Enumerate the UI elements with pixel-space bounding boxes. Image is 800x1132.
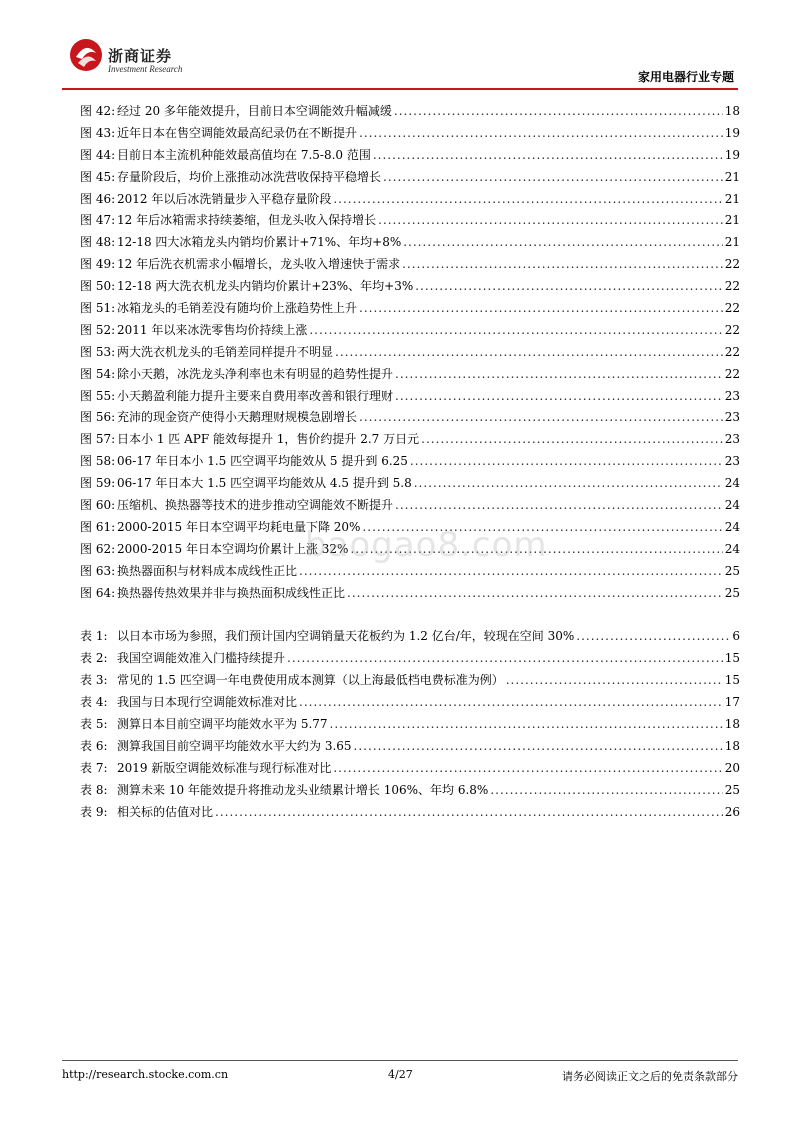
footer-divider: [62, 1060, 738, 1061]
toc-entry-label: 表 2:: [80, 651, 108, 666]
toc-entry-page: 22: [724, 322, 740, 337]
toc-entry-label: 表 3:: [80, 673, 108, 688]
toc-entry-title: 充沛的现金资产使得小天鹅理财规模急剧增长: [117, 410, 358, 425]
toc-entry-label: 图 62:: [80, 541, 116, 556]
toc-table-entry[interactable]: [80, 649, 740, 671]
toc-entry-leader: [576, 629, 730, 643]
brand-name-en: Investment Research: [108, 64, 183, 74]
toc-list: [80, 102, 740, 824]
toc-entry-page: 22: [724, 344, 740, 359]
footer-url[interactable]: http://research.stocke.com.cn: [62, 1068, 229, 1081]
toc-entry-page: 18: [724, 738, 740, 753]
toc-entry-title: 常见的 1.5 匹空调一年电费使用成本测算（以上海最低档电费标准为例）: [117, 673, 504, 688]
toc-figure-entry[interactable]: [80, 387, 740, 409]
toc-entry-label: 表 1:: [80, 629, 108, 644]
toc-figure-entry[interactable]: [80, 102, 740, 124]
toc-figure-entry[interactable]: [80, 321, 740, 343]
toc-figure-entry[interactable]: [80, 146, 740, 168]
toc-entry-leader: [506, 673, 723, 687]
toc-entry-title: 06-17 年日本小 1.5 匹空调平均能效从 5 提升到 6.25: [117, 454, 408, 469]
toc-entry-page: 22: [724, 279, 740, 294]
toc-entry-leader: [395, 367, 723, 381]
toc-entry-title: 以日本市场为参照，我们预计国内空调销量天花板约为 1.2 亿台/年，较现在空间 30%: [117, 629, 575, 644]
toc-entry-leader: [359, 126, 723, 140]
toc-entry-label: 表 9:: [80, 804, 108, 819]
toc-entry-page: 24: [724, 498, 740, 513]
toc-entry-leader: [359, 410, 723, 424]
toc-figure-entry[interactable]: [80, 430, 740, 452]
toc-entry-page: 23: [724, 432, 740, 447]
toc-entry-title: 两大洗衣机龙头的毛销差同样提升不明显: [117, 344, 334, 359]
toc-entry-page: 21: [724, 169, 740, 184]
toc-entry-leader: [414, 476, 723, 490]
toc-table-entry[interactable]: [80, 671, 740, 693]
toc-entry-page: 23: [724, 454, 740, 469]
toc-entry-title: 2000-2015 年日本空调均价累计上涨 32%: [117, 541, 349, 556]
toc-entry-label: 图 47:: [80, 213, 116, 228]
toc-entry-leader: [421, 432, 723, 446]
toc-figure-entry[interactable]: [80, 211, 740, 233]
toc-entry-label: 图 58:: [80, 454, 116, 469]
toc-entry-label: 表 4:: [80, 695, 108, 710]
toc-entry-label: 表 5:: [80, 716, 108, 731]
toc-entry-leader: [395, 389, 723, 403]
toc-entry-page: 22: [724, 301, 740, 316]
toc-entry-title: 12 年后洗衣机需求小幅增长，龙头收入增速快于需求: [117, 257, 401, 272]
toc-entry-page: 25: [724, 585, 740, 600]
toc-entry-label: 图 63:: [80, 563, 116, 578]
toc-entry-title: 换热器传热效果并非与换热面积成线性正比: [117, 585, 346, 600]
toc-entry-title: 2000-2015 年日本空调平均耗电量下降 20%: [117, 519, 361, 534]
toc-entry-label: 表 6:: [80, 738, 108, 753]
toc-entry-page: 6: [732, 629, 740, 644]
toc-entry-label: 图 57:: [80, 432, 116, 447]
toc-entry-leader: [490, 783, 722, 797]
toc-table-entry[interactable]: [80, 759, 740, 781]
toc-entry-title: 目前日本主流机种能效最高值均在 7.5-8.0 范围: [117, 147, 371, 162]
toc-entry-page: 19: [724, 147, 740, 162]
toc-figure-entry[interactable]: [80, 255, 740, 277]
logo-emblem-icon: [68, 33, 104, 77]
toc-entry-title: 存量阶段后，均价上涨推动冰洗营收保持平稳增长: [117, 169, 382, 184]
toc-table-entry[interactable]: [80, 693, 740, 715]
toc-entry-leader: [395, 498, 723, 512]
toc-table-entry[interactable]: [80, 627, 740, 649]
toc-entry-leader: [373, 148, 723, 162]
toc-entry-page: 15: [724, 673, 740, 688]
toc-entry-leader: [402, 257, 723, 271]
toc-figure-entry[interactable]: [80, 124, 740, 146]
toc-figure-entry[interactable]: [80, 474, 740, 496]
toc-entry-page: 21: [724, 235, 740, 250]
toc-entry-title: 12-18 四大冰箱龙头内销均价累计+71%、年均+8%: [117, 235, 402, 250]
toc-entry-title: 相关标的估值对比: [117, 804, 214, 819]
toc-entry-title: 2019 新版空调能效标准与现行标准对比: [117, 760, 332, 775]
toc-entry-leader: [299, 564, 723, 578]
toc-entry-page: 25: [724, 563, 740, 578]
toc-figure-entry[interactable]: [80, 496, 740, 518]
toc-entry-title: 测算我国目前空调平均能效水平大约为 3.65: [117, 738, 352, 753]
toc-figure-entry[interactable]: [80, 299, 740, 321]
toc-entry-leader: [335, 345, 723, 359]
toc-entry-title: 小天鹅盈利能力提升主要来自费用率改善和银行理财: [117, 388, 394, 403]
toc-entry-title: 冰箱龙头的毛销差没有随均价上涨趋势性上升: [117, 301, 358, 316]
toc-table-entry[interactable]: [80, 737, 740, 759]
toc-entry-title: 我国与日本现行空调能效标准对比: [117, 695, 298, 710]
toc-entry-label: 表 8:: [80, 782, 108, 797]
toc-entry-leader: [309, 323, 722, 337]
brand-name-cn: 浙商证券: [108, 47, 173, 65]
toc-entry-label: 图 50:: [80, 279, 116, 294]
toc-table-entry[interactable]: [80, 781, 740, 803]
watermark: baogao8.com: [305, 525, 548, 565]
toc-entry-label: 图 44:: [80, 147, 116, 162]
toc-figure-entry[interactable]: [80, 168, 740, 190]
toc-figure-entry[interactable]: [80, 408, 740, 430]
toc-figure-entry[interactable]: [80, 190, 740, 212]
toc-entry-page: 24: [724, 541, 740, 556]
toc-entry-page: 21: [724, 213, 740, 228]
toc-figure-entry[interactable]: [80, 233, 740, 255]
toc-entry-leader: [287, 651, 723, 665]
toc-entry-label: 图 59:: [80, 476, 116, 491]
toc-entry-title: 2012 年以后冰洗销量步入平稳存量阶段: [117, 191, 332, 206]
toc-table-entry[interactable]: [80, 803, 740, 825]
page-header: [0, 0, 800, 90]
toc-entry-leader: [347, 586, 723, 600]
toc-entry-page: 15: [724, 651, 740, 666]
toc-figure-entry[interactable]: [80, 277, 740, 299]
toc-entry-label: 图 43:: [80, 125, 116, 140]
toc-entry-page: 18: [724, 104, 740, 118]
toc-figure-entry[interactable]: [80, 343, 740, 365]
toc-entry-label: 图 53:: [80, 344, 116, 359]
toc-entry-title: 06-17 年日本大 1.5 匹空调平均能效从 4.5 提升到 5.8: [117, 476, 412, 491]
company-logo: [68, 33, 188, 81]
toc-entry-page: 26: [724, 804, 740, 819]
toc-entry-title: 测算日本目前空调平均能效水平为 5.77: [117, 716, 328, 731]
toc-entry-title: 换热器面积与材料成本成线性正比: [117, 563, 298, 578]
toc-entry-leader: [415, 279, 722, 293]
toc-entry-label: 图 60:: [80, 498, 116, 513]
toc-entry-leader: [330, 717, 723, 731]
toc-entry-leader: [359, 301, 723, 315]
toc-entry-leader: [410, 454, 723, 468]
toc-entry-title: 日本小 1 匹 APF 能效每提升 1，售价约提升 2.7 万日元: [117, 432, 420, 447]
toc-figure-entry[interactable]: [80, 584, 740, 606]
toc-entry-label: 图 42:: [80, 104, 116, 118]
toc-entry-page: 23: [724, 410, 740, 425]
toc-entry-label: 图 49:: [80, 257, 116, 272]
toc-entry-title: 12-18 两大洗衣机龙头内销均价累计+23%、年均+3%: [117, 279, 414, 294]
toc-figure-entry[interactable]: [80, 365, 740, 387]
toc-entry-leader: [378, 213, 723, 227]
toc-entry-label: 图 45:: [80, 169, 116, 184]
toc-entry-leader: [333, 192, 722, 206]
toc-entry-leader: [403, 235, 722, 249]
toc-entry-label: 图 64:: [80, 585, 116, 600]
footer-page-number: 4/27: [388, 1068, 413, 1081]
toc-entry-label: 图 54:: [80, 366, 116, 381]
toc-entry-leader: [333, 761, 722, 775]
toc-entry-page: 19: [724, 125, 740, 140]
toc-entry-title: 我国空调能效准入门槛持续提升: [117, 651, 286, 666]
toc-entry-title: 2011 年以来冰洗零售均价持续上涨: [117, 322, 308, 337]
toc-entry-page: 17: [724, 695, 740, 710]
toc-entry-label: 图 56:: [80, 410, 116, 425]
toc-entry-leader: [215, 805, 723, 819]
toc-entry-title: 除小天鹅，冰洗龙头净利率也未有明显的趋势性提升: [117, 366, 394, 381]
toc-entry-page: 22: [724, 366, 740, 381]
toc-entry-page: 24: [724, 519, 740, 534]
toc-entry-title: 测算未来 10 年能效提升将推动龙头业绩累计增长 106%、年均 6.8%: [117, 782, 489, 797]
toc-entry-page: 25: [724, 782, 740, 797]
header-divider: [62, 88, 738, 90]
toc-entry-label: 图 61:: [80, 519, 116, 534]
toc-entry-label: 图 46:: [80, 191, 116, 206]
toc-figure-entry[interactable]: [80, 452, 740, 474]
toc-entry-label: 表 7:: [80, 760, 108, 775]
toc-entry-leader: [394, 104, 723, 118]
toc-entry-leader: [383, 170, 723, 184]
toc-entry-label: 图 52:: [80, 322, 116, 337]
toc-entry-page: 20: [724, 760, 740, 775]
footer-disclaimer: 请务必阅读正文之后的免责条款部分: [562, 1070, 738, 1083]
toc-entry-title: 经过 20 多年能效提升，目前日本空调能效升幅减缓: [117, 104, 392, 118]
toc-entry-title: 压缩机、换热器等技术的进步推动空调能效不断提升: [117, 498, 394, 513]
toc-table-entry[interactable]: [80, 715, 740, 737]
toc-entry-leader: [299, 695, 723, 709]
toc-entry-title: 12 年后冰箱需求持续萎缩，但龙头收入保持增长: [117, 213, 377, 228]
toc-entry-title: 近年日本在售空调能效最高纪录仍在不断提升: [117, 125, 358, 140]
report-title: 家用电器行业专题: [637, 70, 734, 84]
toc-entry-page: 24: [724, 476, 740, 491]
toc-section-gap: [80, 605, 740, 627]
toc-entry-label: 图 48:: [80, 235, 116, 250]
toc-entry-page: 23: [724, 388, 740, 403]
toc-entry-page: 18: [724, 716, 740, 731]
toc-entry-label: 图 55:: [80, 388, 116, 403]
toc-entry-page: 21: [724, 191, 740, 206]
toc-entry-page: 22: [724, 257, 740, 272]
toc-entry-leader: [354, 739, 723, 753]
toc-entry-label: 图 51:: [80, 301, 116, 316]
